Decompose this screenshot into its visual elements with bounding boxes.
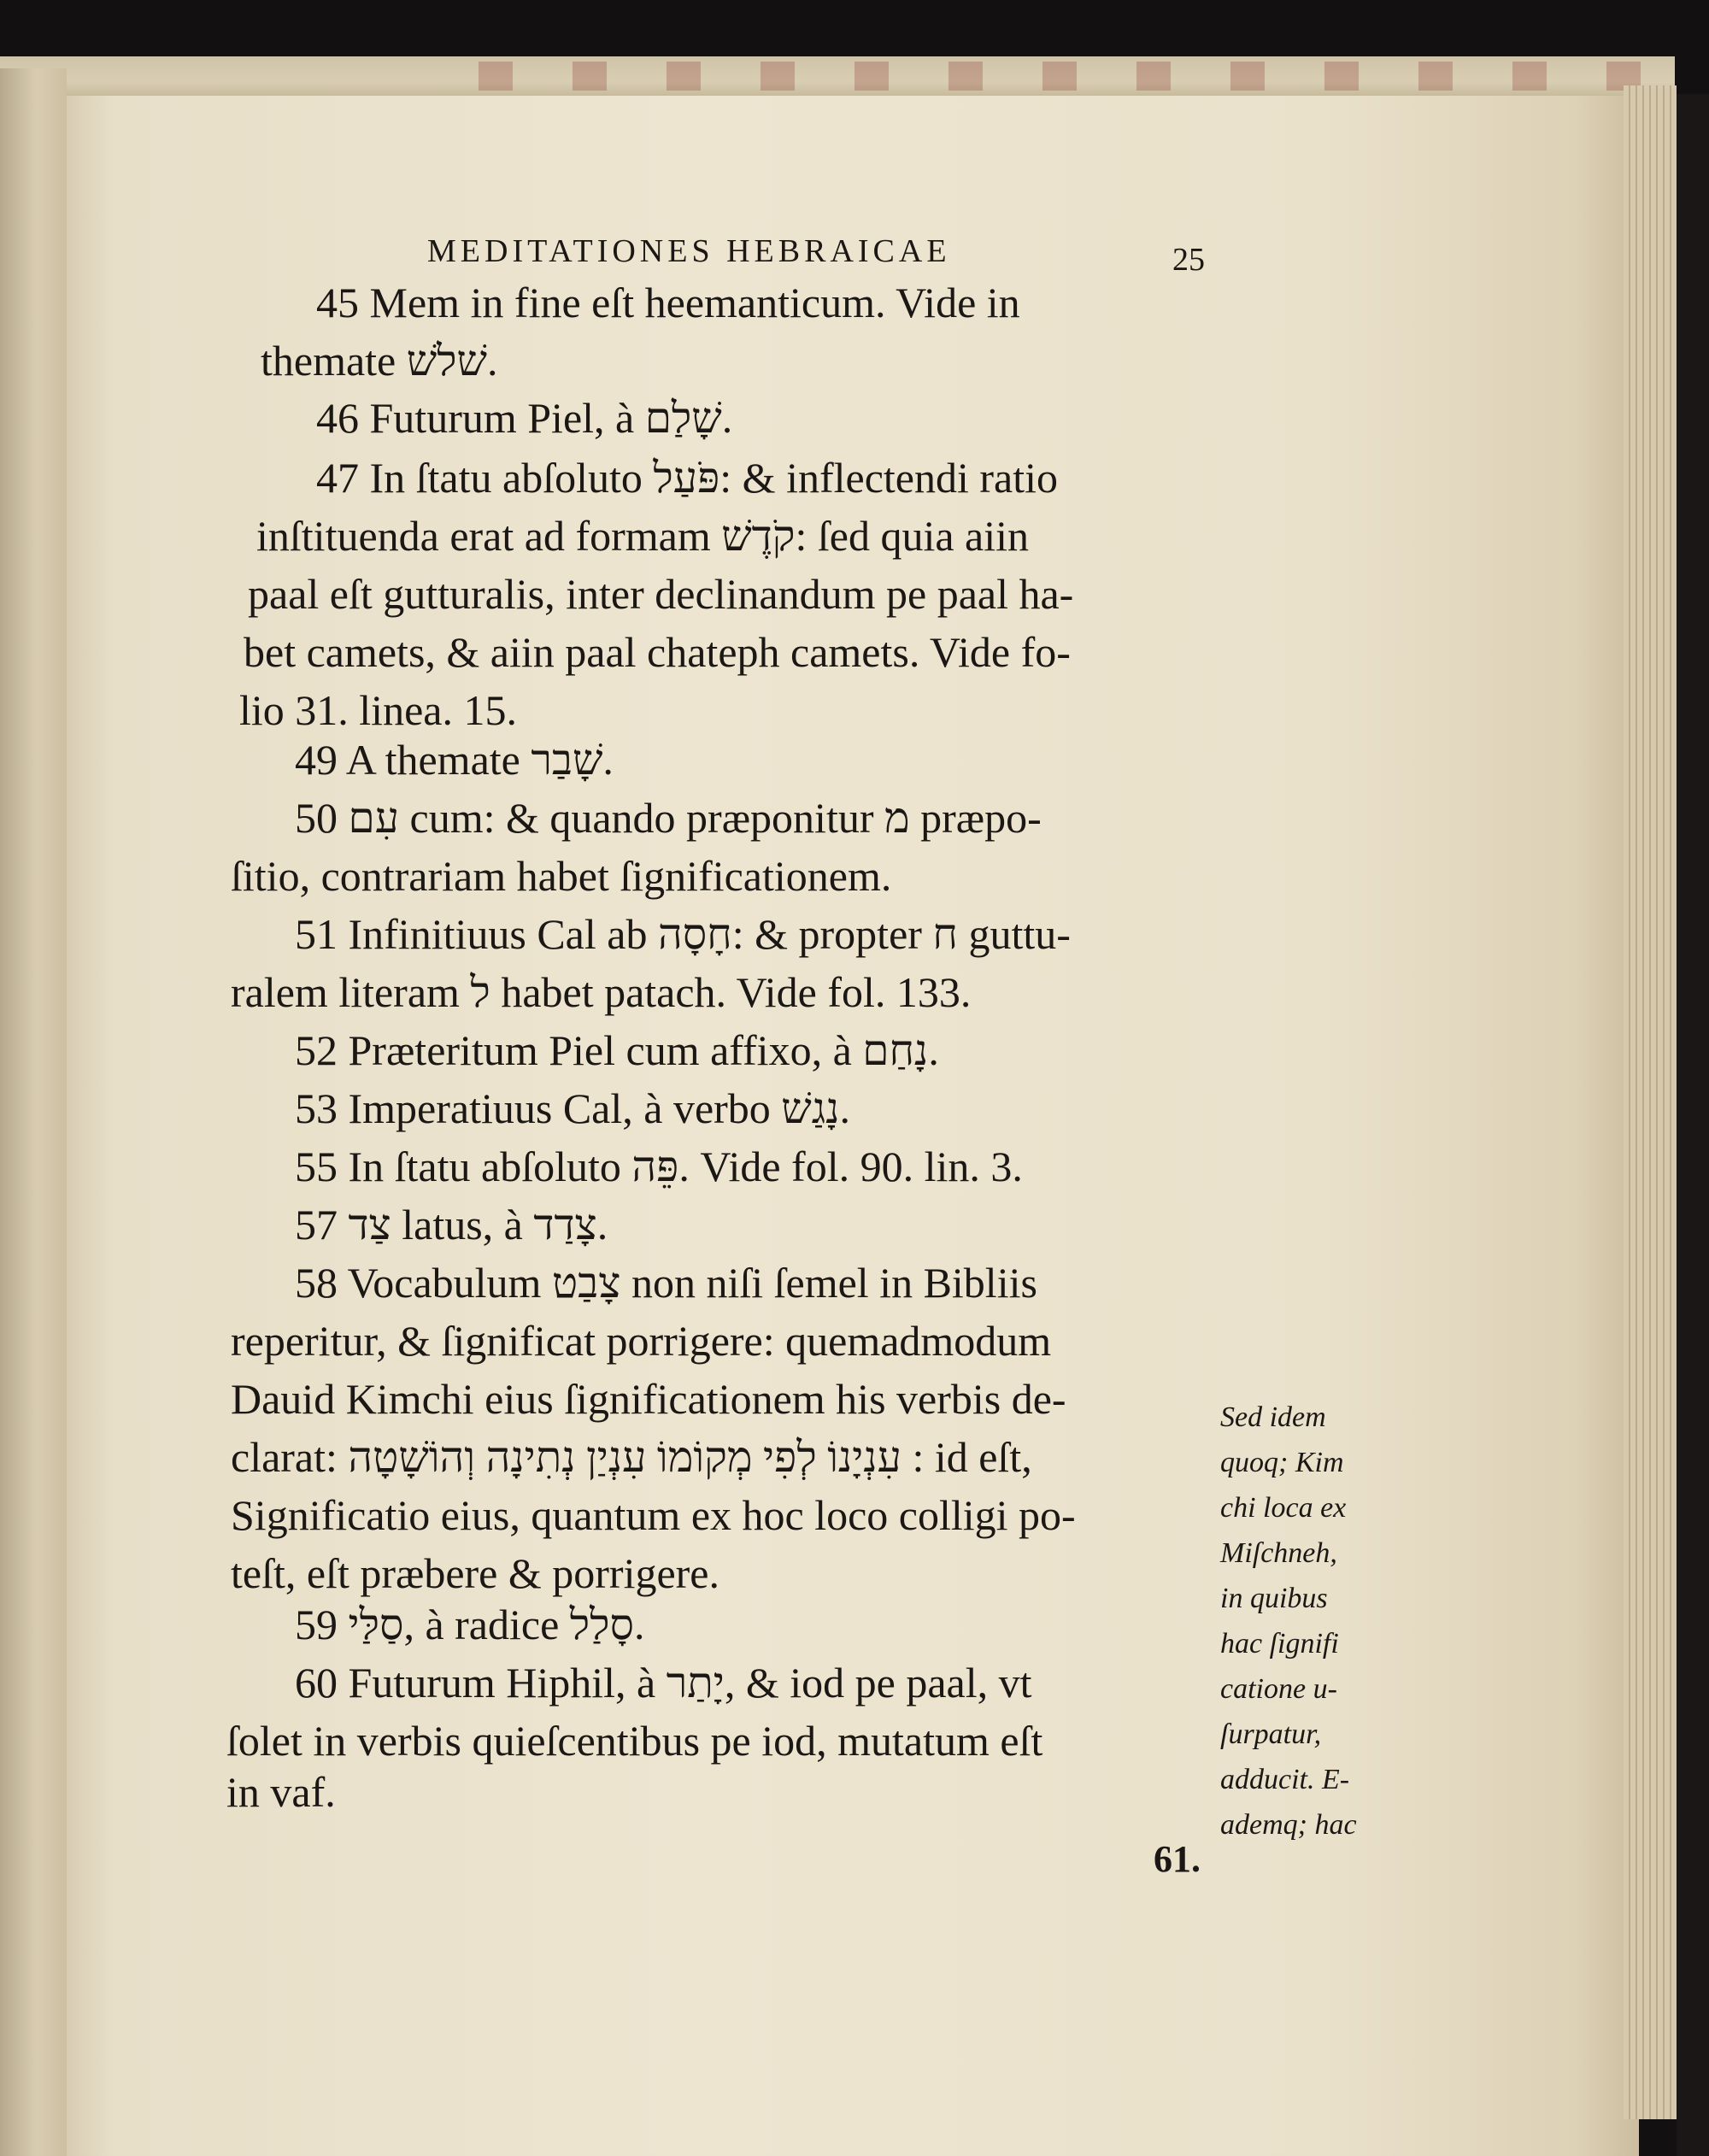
- text-line: paal eſt gutturalis, inter declinandum pe paal ha-: [248, 570, 1074, 618]
- margin-note-line: catione u-: [1220, 1673, 1337, 1705]
- margin-note-line: in quibus: [1220, 1583, 1328, 1614]
- margin-note-line: ſurpatur,: [1220, 1718, 1322, 1750]
- text-line: ralem literam ל habet patach. Vide fol. 133.: [231, 968, 972, 1016]
- margin-note-line: ademq; hac: [1220, 1809, 1357, 1841]
- page-number: 25: [1172, 242, 1205, 278]
- margin-note-line: Miſchneh,: [1220, 1537, 1337, 1569]
- text-line: 60 Futurum Hiphil, à יָתַר, & iod pe paal, vt: [295, 1659, 1032, 1707]
- text-line: 58 Vocabulum צָבַט non niſi ſemel in Bibliis: [295, 1259, 1037, 1307]
- text-line: inſtituenda erat ad formam קֹדֶשׁ: ſed quia aiin: [256, 512, 1030, 560]
- margin-note-line: Sed idem: [1220, 1401, 1326, 1433]
- text-line: lio 31. linea. 15.: [239, 686, 517, 734]
- text-line: 45 Mem in fine eſt heemanticum. Vide in: [316, 279, 1020, 326]
- margin-note-line: chi loca ex: [1220, 1492, 1347, 1524]
- text-line: 59 סַלַּי, à radice סָלַל.: [295, 1601, 645, 1648]
- left-page-gutter: [0, 68, 67, 2156]
- running-header: MEDITATIONES HEBRAICAE: [427, 233, 951, 269]
- text-line: 53 Imperatiuus Cal, à verbo נָגַשׁ.: [295, 1084, 850, 1132]
- text-line: teſt, eſt præbere & porrigere.: [231, 1549, 719, 1597]
- text-line: 51 Infinitiuus Cal ab חָסָה: & propter ח guttu-: [295, 910, 1071, 958]
- text-line: 57 צַד latus, à צָדַד.: [295, 1201, 608, 1248]
- margin-note-line: hac ſignifi: [1220, 1628, 1339, 1660]
- spine-lettering-decoration: [479, 62, 1675, 91]
- text-line: bet camets, & aiin paal chateph camets. Vide fo-: [244, 628, 1071, 676]
- margin-note-line: adducit. E-: [1220, 1764, 1350, 1795]
- text-line: 52 Præteritum Piel cum affixo, à נָחַם.: [295, 1026, 939, 1074]
- text-line: 47 In ſtatu abſoluto פֹּעַל: & inflectendi ratio: [316, 454, 1058, 502]
- background-edge: [1677, 94, 1709, 2156]
- margin-note-line: quoq; Kim: [1220, 1447, 1344, 1478]
- text-line: ſolet in verbis quieſcentibus pe iod, mutatum eſt: [226, 1717, 1043, 1765]
- text-line: Dauid Kimchi eius ſignificationem his verbis de-: [231, 1375, 1066, 1423]
- catchword: 61.: [1154, 1838, 1201, 1880]
- text-line: ſitio, contrariam habet ſignificationem.: [231, 852, 892, 900]
- text-line: 55 In ſtatu abſoluto פֵּה. Vide fol. 90. lin. 3.: [295, 1143, 1023, 1190]
- text-line: in vaf.: [226, 1768, 336, 1816]
- text-line: 46 Futurum Piel, à שָׁלַם.: [316, 394, 733, 442]
- text-line: 49 A themate שָׁבַר.: [295, 736, 614, 784]
- text-line: reperitur, & ſignificat porrigere: quemadmodum: [231, 1317, 1052, 1365]
- text-line: clarat: עִנְיָנוֹ לְפִי מְקוֹמוֹ עִנְיַן נְתִינָה וְהוֹשָׁטָה : id eſt,: [231, 1433, 1032, 1481]
- text-line: themate שׁלשׁ.: [261, 337, 498, 385]
- text-line: 50 עִם cum: & quando præponitur מ præpo-: [295, 794, 1042, 842]
- text-line: Significatio eius, quantum ex hoc loco colligi po-: [231, 1491, 1076, 1539]
- page-fore-edge: [1624, 85, 1677, 2119]
